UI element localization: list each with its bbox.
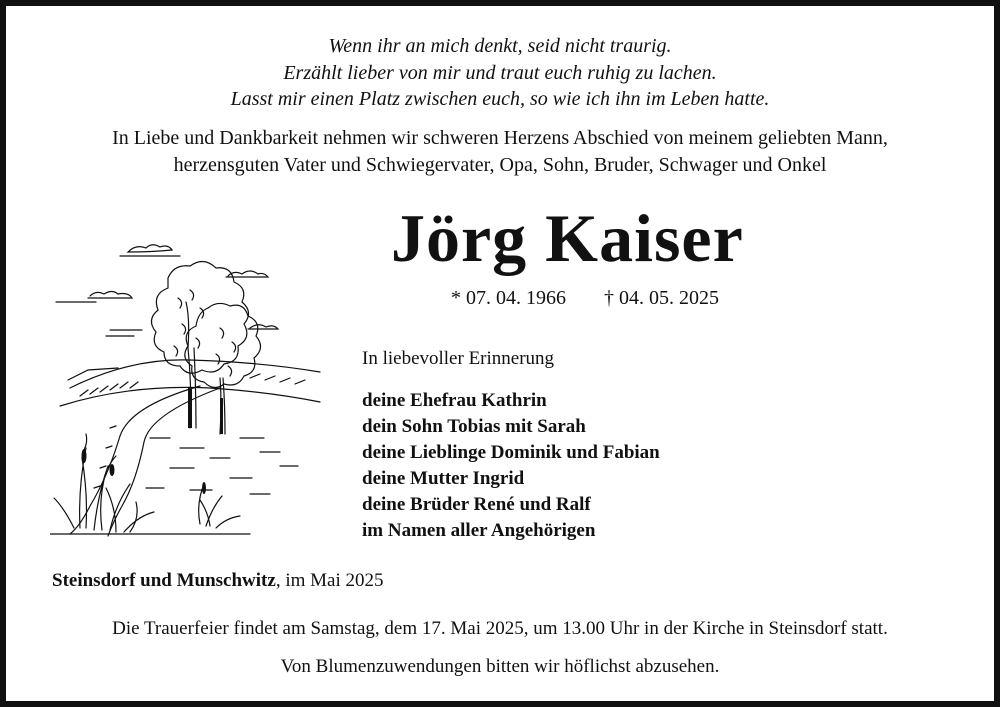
poem-line-2: Erzählt lieber von mir und traut euch ruhig zu lachen.: [283, 62, 717, 84]
poem-line-3: Lasst mir einen Platz zwischen euch, so wie ich ihn im Leben hatte.: [230, 88, 770, 110]
deceased-name: Jörg Kaiser: [391, 200, 744, 276]
landscape-tree-illustration: [50, 238, 322, 538]
poem-line-1: Wenn ihr an mich denkt, seid nicht traurig.: [328, 35, 672, 57]
place-date: , im Mai 2025: [275, 570, 384, 591]
family-member: deine Brüder René und Ralf: [362, 494, 591, 515]
death-date: † 04. 05. 2025: [604, 287, 719, 309]
intro-line-1: In Liebe und Dankbarkeit nehmen wir schweren Herzens Abschied von meinem geliebten Mann,: [112, 127, 888, 149]
intro-line-2: herzensguten Vater und Schwiegervater, Opa, Sohn, Bruder, Schwager und Onkel: [173, 154, 827, 176]
funeral-notice: Die Trauerfeier findet am Samstag, dem 17. Mai 2025, um 13.00 Uhr in der Kirche in Steinsdorf statt.: [112, 618, 888, 639]
family-member: deine Lieblinge Dominik und Fabian: [362, 442, 660, 463]
place-name: Steinsdorf und Munschwitz: [52, 570, 276, 591]
family-member: deine Ehefrau Kathrin: [362, 390, 547, 411]
memory-line: In liebevoller Erinnerung: [362, 348, 555, 369]
family-member: dein Sohn Tobias mit Sarah: [362, 416, 586, 437]
place-and-date: [52, 568, 384, 594]
flowers-notice: Von Blumenzuwendungen bitten wir höflichst abzusehen.: [280, 656, 720, 677]
family-member: im Namen aller Angehörigen: [362, 520, 596, 541]
birth-date: * 07. 04. 1966: [451, 287, 566, 309]
family-member: deine Mutter Ingrid: [362, 468, 525, 489]
